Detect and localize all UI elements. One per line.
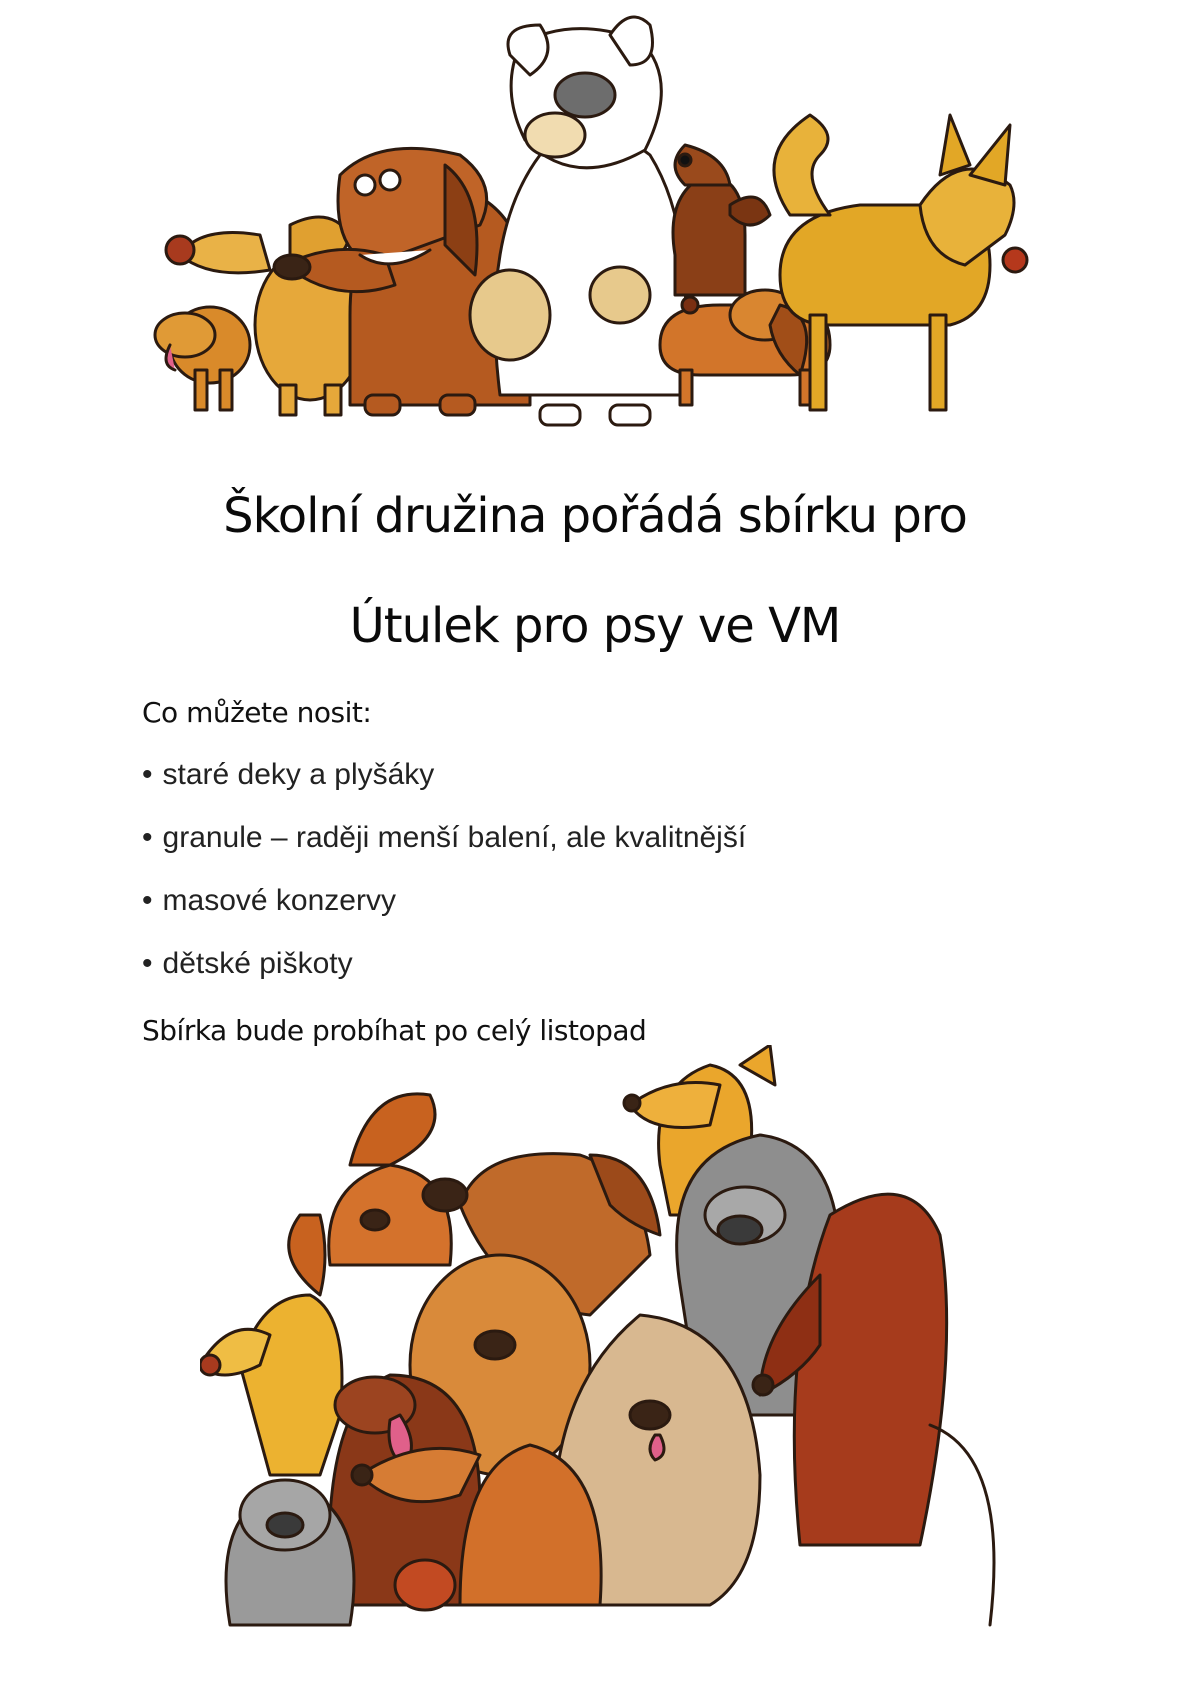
- bullet-icon: •: [142, 884, 153, 917]
- title-line-2: Útulek pro psy ve VM: [349, 598, 841, 654]
- dog-red-puppy: [395, 1560, 455, 1610]
- bullet-icon: •: [142, 947, 153, 980]
- list-item: • staré deky a plyšáky: [142, 758, 435, 791]
- bullet-icon: •: [142, 758, 153, 791]
- dogs-illustration-top: [140, 15, 1040, 455]
- list-heading: Co můžete nosit:: [142, 696, 372, 729]
- dog-yellow-thin: [200, 1295, 342, 1475]
- list-item: • masové konzervy: [142, 884, 396, 917]
- title-line-1: Školní družina pořádá sbírku pro: [223, 488, 967, 544]
- bullet-icon: •: [142, 821, 153, 854]
- dogs-illustration-bottom: [200, 1045, 1000, 1650]
- dog-brown-howling: [673, 145, 770, 295]
- dog-small-left: [155, 307, 250, 410]
- dog-yellow-right: [774, 115, 1027, 410]
- list-item: • granule – raději menší balení, ale kvalitnější: [142, 821, 747, 854]
- footer-note: Sbírka bude probíhat po celý listopad: [142, 1014, 647, 1047]
- list-item: • dětské piškoty: [142, 947, 353, 980]
